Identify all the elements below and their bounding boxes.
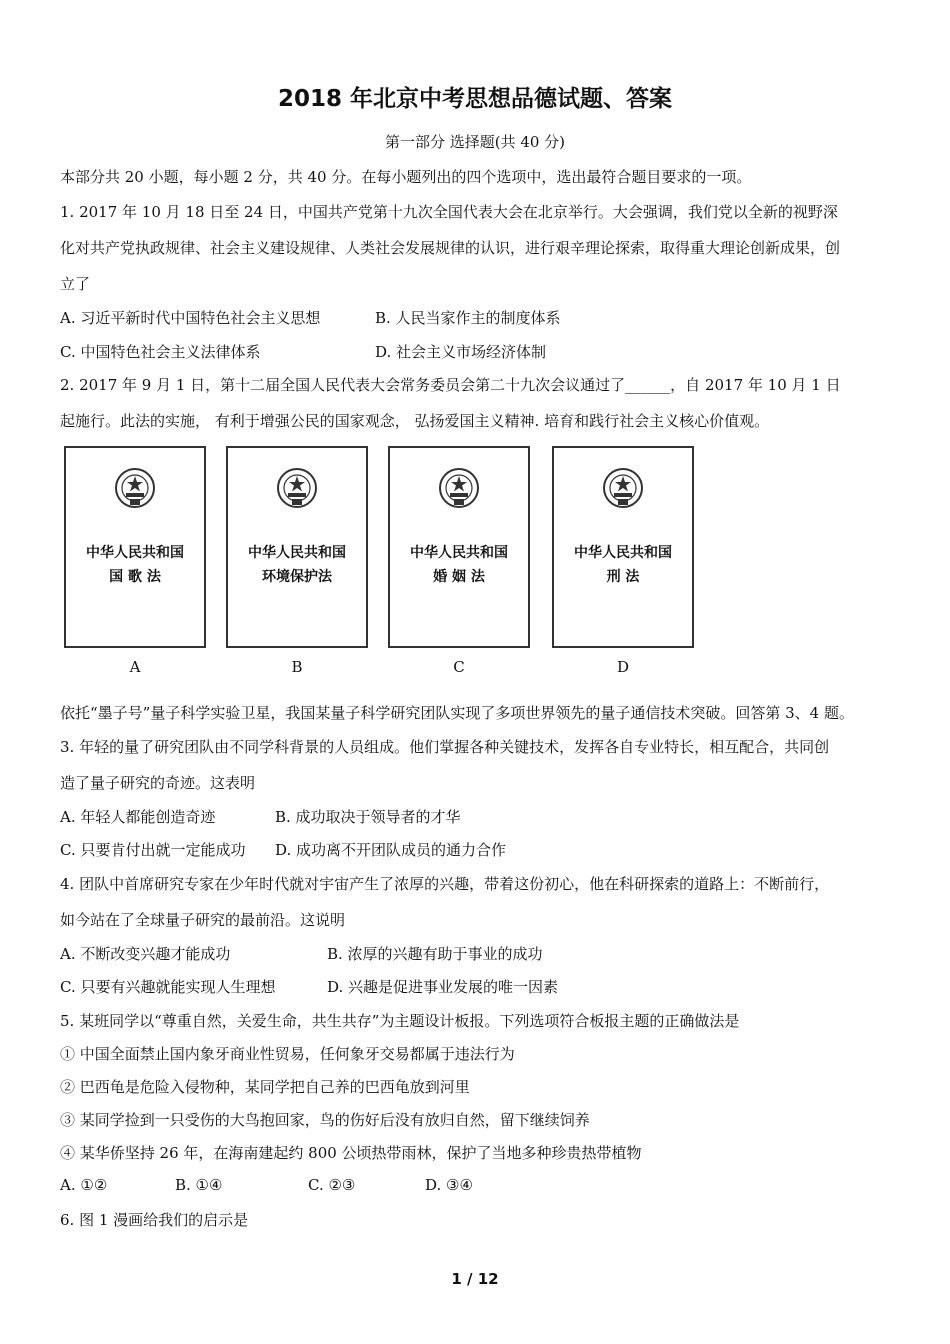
law-book-country: 中华人民共和国 (574, 545, 672, 561)
q5-statement: ④ 某华侨坚持 26 年，在海南建起约 800 公顷热带雨林，保护了当地多种珍贵热带植物 (60, 1144, 642, 1162)
option-letter-c: C (453, 658, 465, 676)
q1-stem-line: 1. 2017 年 10 月 18 日至 24 日，中国共产党第十九次全国代表大会在北京举行。大会强调，我们党以全新的视野深 (60, 203, 838, 221)
law-book-title: 婚 姻 法 (433, 569, 485, 585)
law-book-options (60, 446, 720, 686)
q4-option-d: D. 兴趣是促进事业发展的唯一因素 (327, 978, 559, 996)
q5-statement: ① 中国全面禁止国内象牙商业性贸易，任何象牙交易都属于违法行为 (60, 1045, 515, 1063)
national-emblem-icon (275, 466, 319, 510)
law-book-card-d (552, 446, 694, 648)
option-letter-b: B (291, 658, 303, 676)
q5-option-d: D. ③④ (425, 1176, 473, 1194)
q4-option-a: A. 不断改变兴趣才能成功 (60, 945, 231, 963)
national-emblem-icon (437, 466, 481, 510)
law-book-country: 中华人民共和国 (86, 545, 184, 561)
q2-stem-line: 起施行。此法的实施， 有利于增强公民的国家观念， 弘扬爱国主义精神. 培育和践行社会主义核心价值观。 (60, 412, 770, 430)
option-letter-d: D (616, 658, 630, 676)
q3-option-a: A. 年轻人都能创造奇迹 (60, 808, 216, 826)
q1-stem-line: 立了 (60, 275, 91, 293)
q1-option-c: C. 中国特色社会主义法律体系 (60, 343, 261, 361)
q1-option-d: D. 社会主义市场经济体制 (375, 343, 547, 361)
q1-stem-line: 化对共产党执政规律、社会主义建设规律、人类社会发展规律的认识，进行艰辛理论探索，取得重大理论创新成果，创 (60, 239, 841, 257)
page-title: 2018 年北京中考思想品德试题、答案 (277, 86, 673, 112)
law-book-card-a (64, 446, 206, 648)
q4-stem-line: 如今站在了全球量子研究的最前沿。这说明 (60, 911, 346, 929)
section-title: 第一部分 选择题(共 40 分) (384, 133, 566, 151)
law-book-country: 中华人民共和国 (410, 545, 508, 561)
q5-statement: ② 巴西龟是危险入侵物种，某同学把自己养的巴西龟放到河里 (60, 1078, 470, 1096)
q3-option-b: B. 成功取决于领导者的才华 (275, 808, 461, 826)
q3-stem-line: 造了量子研究的奇迹。这表明 (60, 774, 256, 792)
option-letter-a: A (129, 658, 141, 676)
q4-option-c: C. 只要有兴趣就能实现人生理想 (60, 978, 276, 996)
section-intro: 本部分共 20 小题，每小题 2 分，共 40 分。在每小题列出的四个选项中，选出最符合题目要求的一项。 (60, 168, 752, 186)
q3-stem-line: 3. 年轻的量了研究团队由不同学科背景的人员组成。他们掌握各种关键技术，发挥各自专业特长，相互配合，共同创 (60, 738, 830, 756)
q5-statement: ③ 某同学捡到一只受伤的大鸟抱回家，鸟的伤好后没有放归自然，留下继续饲养 (60, 1111, 590, 1129)
q4-stem-line: 4. 团队中首席研究专家在少年时代就对宇宙产生了浓厚的兴趣，带着这份初心，他在科研探索的道路上：不断前行， (60, 875, 830, 893)
q2-stem-line: 2. 2017 年 9 月 1 日，第十二届全国人民代表大会常务委员会第二十九次会议通过了______，自 2017 年 10 月 1 日 (60, 376, 841, 394)
law-book-title: 刑 法 (606, 569, 640, 585)
q5-option-b: B. ①④ (175, 1176, 223, 1194)
q4-option-b: B. 浓厚的兴趣有助于事业的成功 (327, 945, 543, 963)
q3-option-c: C. 只要肯付出就一定能成功 (60, 841, 246, 859)
law-book-card-b (226, 446, 368, 648)
q6-stem: 6. 图 1 漫画给我们的启示是 (60, 1211, 249, 1229)
q1-option-a: A. 习近平新时代中国特色社会主义思想 (60, 309, 321, 327)
law-book-country: 中华人民共和国 (248, 545, 346, 561)
q3-4-context: 依托“墨子号”量子科学实验卫星，我国某量子科学研究团队实现了多项世界领先的量子通信技术突破。回答第 3、4 题。 (60, 704, 854, 722)
q3-option-d: D. 成功离不开团队成员的通力合作 (275, 841, 507, 859)
law-book-card-c (388, 446, 530, 648)
page-number: 1 / 12 (451, 1270, 499, 1288)
national-emblem-icon (601, 466, 645, 510)
law-book-title: 环境保护法 (262, 569, 332, 585)
q1-option-b: B. 人民当家作主的制度体系 (375, 309, 561, 327)
law-book-title: 国 歌 法 (109, 569, 161, 585)
q5-option-c: C. ②③ (308, 1176, 356, 1194)
q5-stem: 5. 某班同学以“尊重自然，关爱生命，共生共存”为主题设计板报。下列选项符合板报主题的正确做法是 (60, 1012, 740, 1030)
national-emblem-icon (113, 466, 157, 510)
q5-option-a: A. ①② (60, 1176, 108, 1194)
